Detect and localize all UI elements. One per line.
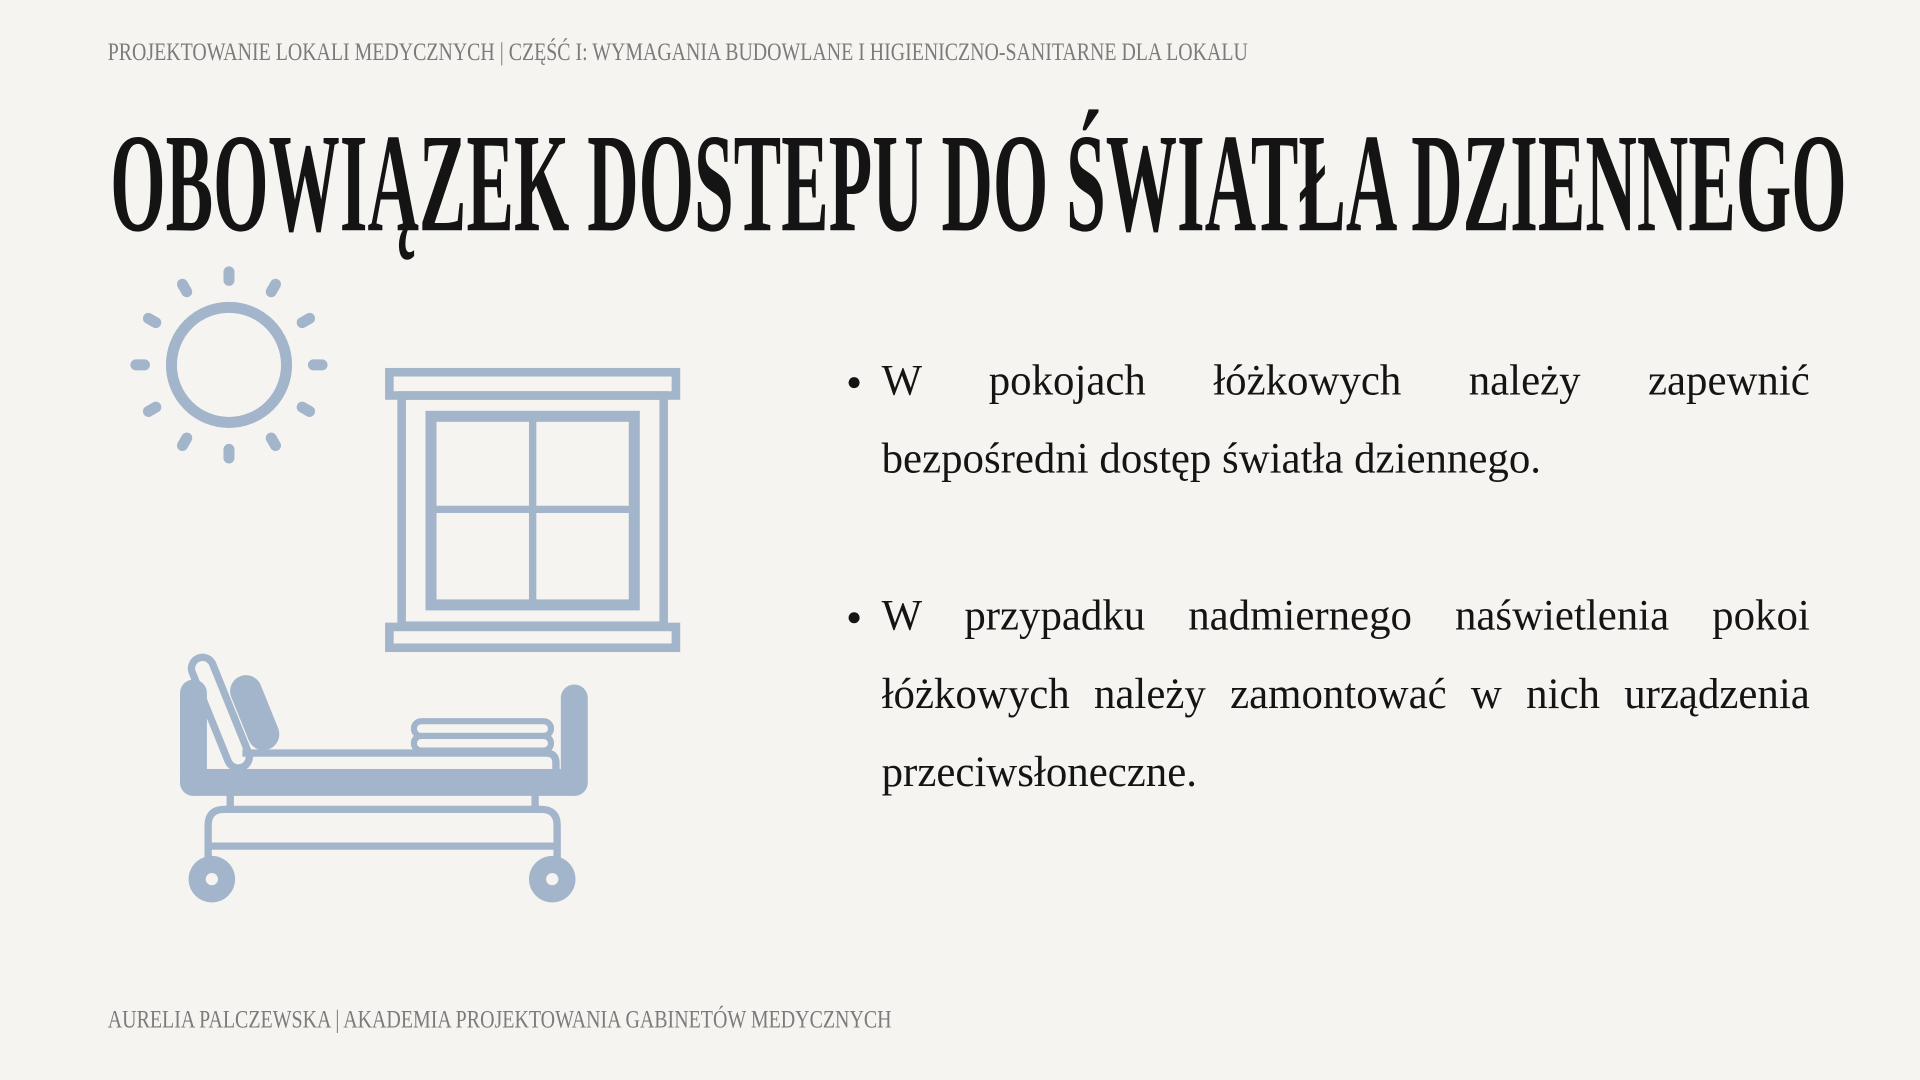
sun-ray [302, 318, 309, 322]
bullet-line: przeciwsłoneczne. [881, 748, 1197, 796]
bullet-line: W przypadku nadmiernego naświetlenia pokoi [881, 591, 1810, 640]
hospital-bed-icon [180, 654, 588, 902]
sun-icon [136, 272, 322, 458]
sun-ray [182, 438, 186, 445]
wheel-hub [546, 873, 558, 885]
sun-ray [148, 318, 155, 322]
window-icon [389, 372, 676, 648]
bullet-dot [849, 377, 860, 388]
slide-footer [107, 1004, 892, 1034]
bullet-line: W pokojach łóżkowych należy zapewnić [881, 356, 1810, 405]
sun-disc [171, 307, 286, 422]
bed-base [180, 769, 588, 796]
window-top-board [389, 372, 676, 395]
bullet-item [882, 577, 1810, 812]
bullet-line: łóżkowych należy zamontować w nich urządzenia [881, 669, 1810, 718]
bullet-list [882, 342, 1810, 812]
illustration [0, 0, 735, 931]
slide-footer-text: AURELIA PALCZEWSKA | AKADEMIA PROJEKTOWANIA GABINETÓW MEDYCZNYCH [107, 1004, 892, 1034]
slide-header-text: PROJEKTOWANIE LOKALI MEDYCZNYCH | CZĘŚĆ I: WYMAGANIA BUDOWLANE I HIGIENICZNO-SANITARNE DLA LOKALU [107, 36, 1248, 67]
sun-ray [148, 407, 155, 411]
wheel-hub [206, 873, 218, 885]
bed-blanket-fold [414, 736, 551, 751]
window-sill [389, 627, 676, 648]
bullet-line: bezpośredni dostęp światła dziennego. [881, 434, 1541, 483]
bed-mattress [242, 753, 555, 771]
bullet-dot [849, 612, 860, 623]
bullet-item [882, 342, 1810, 499]
sun-ray [271, 284, 275, 291]
sun-ray [271, 438, 275, 445]
bed-undercarriage [208, 809, 557, 865]
sun-ray [302, 407, 309, 411]
slide-title-text: OBOWIĄZEK DOSTEPU DO ŚWIATŁA DZIENNEGO [110, 105, 1847, 261]
sun-ray [182, 284, 186, 291]
